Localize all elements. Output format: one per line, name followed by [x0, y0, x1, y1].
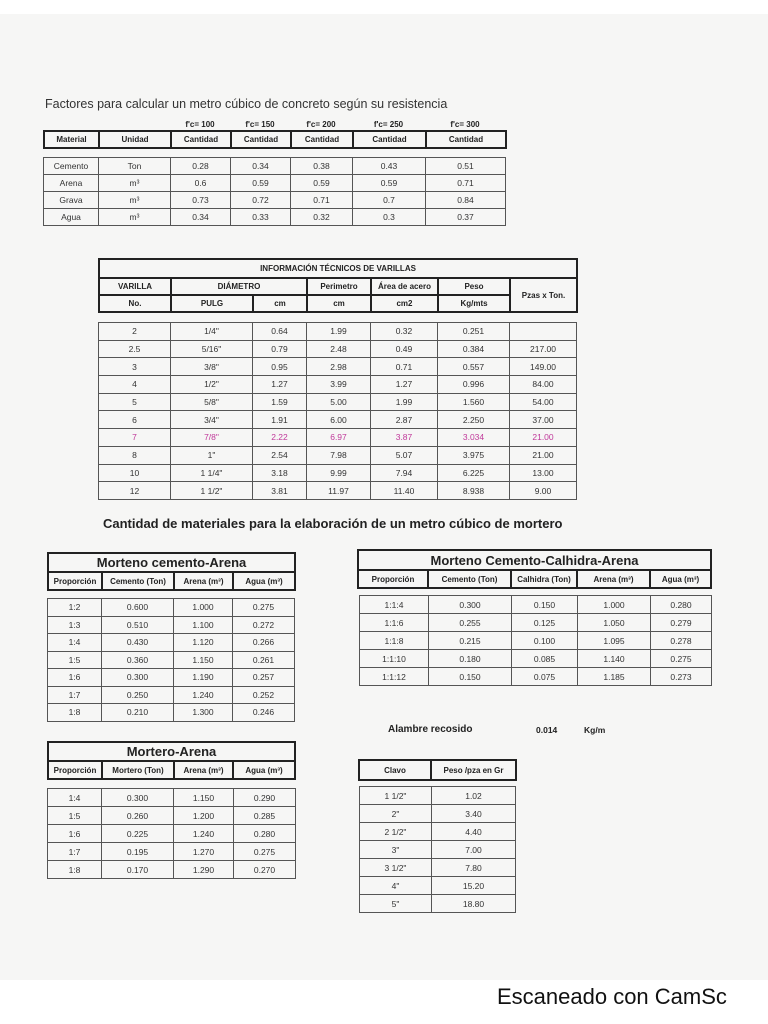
concrete-table	[43, 157, 506, 226]
mortero-calhidra-header	[357, 549, 712, 589]
scanner-watermark: Escaneado con CamSc	[497, 984, 727, 1009]
column-header: No.	[99, 295, 171, 312]
column-header: Agua (m³)	[233, 572, 295, 590]
mortero-cemento-arena-table	[47, 598, 295, 722]
clavo-table	[359, 786, 516, 913]
table-row: 4 1/2" 1.27 3.99 1.27 0.996 84.00	[99, 376, 577, 394]
mortero-arena-table	[47, 788, 296, 879]
table-row: 2" 3.40	[360, 805, 516, 823]
column-header: cm	[253, 295, 307, 312]
column-header: Perimetro	[307, 278, 371, 295]
table-row: 1:4 0.300 1.150 0.290	[48, 789, 296, 807]
fc-label: f'c= 300	[450, 119, 480, 129]
fc-label: f'c= 200	[306, 119, 336, 129]
column-header: Mortero (Ton)	[102, 761, 174, 779]
table-row-highlighted: 7 7/8" 2.22 6.97 3.87 3.034 21.00	[99, 429, 577, 447]
table-row: 1:1:6 0.255 0.125 1.050 0.279	[360, 614, 712, 632]
table-row: 3 1/2" 7.80	[360, 859, 516, 877]
column-header: Agua (m³)	[650, 570, 711, 588]
column-header: Proporción	[48, 572, 102, 590]
table-row: 2 1/2" 4.40	[360, 823, 516, 841]
concrete-header	[43, 130, 507, 149]
table-row: 5" 18.80	[360, 895, 516, 913]
table-title: Mortero-Arena	[48, 742, 295, 761]
column-header: Proporción	[48, 761, 102, 779]
table-row: 10 1 1/4" 3.18 9.99 7.94 6.225 13.00	[99, 464, 577, 482]
fc-label: f'c= 250	[373, 119, 404, 129]
table-row: 8 1" 2.54 7.98 5.07 3.975 21.00	[99, 446, 577, 464]
column-header: Cantidad	[426, 131, 506, 148]
column-header: Pzas x Ton.	[510, 278, 577, 312]
concrete-fc-labels	[43, 118, 505, 130]
column-header: Kg/mts	[438, 295, 510, 312]
alambre-value: 0.014	[536, 725, 558, 735]
mortero-cemento-arena-header	[47, 552, 296, 591]
page-title: Factores para calcular un metro cúbico de concreto según su resistencia	[45, 97, 448, 111]
table-row: 1:4 0.430 1.120 0.266	[48, 634, 295, 652]
table-row: 6 3/4" 1.91 6.00 2.87 2.250 37.00	[99, 411, 577, 429]
clavo-header	[358, 759, 517, 781]
varillas-header	[98, 258, 578, 313]
table-row: 3 3/8" 0.95 2.98 0.71 0.557 149.00	[99, 358, 577, 376]
column-header: Calhidra (Ton)	[511, 570, 577, 588]
table-row: 1:1:12 0.150 0.075 1.185 0.273	[360, 668, 712, 686]
column-header: Arena (m³)	[577, 570, 650, 588]
table-row: 1:6 0.225 1.240 0.280	[48, 825, 296, 843]
table-row: 1 1/2" 1.02	[360, 787, 516, 805]
table-row: 1:8 0.170 1.290 0.270	[48, 861, 296, 879]
table-title: Morteno Cemento-Calhidra-Arena	[358, 550, 711, 570]
table-row: 12 1 1/2" 3.81 11.97 11.40 8.938 9.00	[99, 482, 577, 500]
table-row: Cemento Ton 0.28 0.34 0.38 0.43 0.51	[44, 158, 506, 175]
column-header: Cantidad	[291, 131, 353, 148]
column-header: Arena (m³)	[174, 761, 233, 779]
table-row: Agua m³ 0.34 0.33 0.32 0.3 0.37	[44, 209, 506, 226]
column-header: VARILLA	[99, 278, 171, 295]
column-header: cm2	[371, 295, 438, 312]
table-row: 1:7 0.250 1.240 0.252	[48, 686, 295, 704]
mortar-section-title: Cantidad de materiales para la elaboración de un metro cúbico de mortero	[103, 516, 563, 531]
column-header: DIÁMETRO	[171, 278, 307, 295]
table-row: 1:1:8 0.215 0.100 1.095 0.278	[360, 632, 712, 650]
column-header: Peso	[438, 278, 510, 295]
column-header: Peso /pza en Gr	[431, 760, 516, 780]
table-row: 1:2 0.600 1.000 0.275	[48, 599, 295, 617]
mortero-arena-header	[47, 741, 296, 780]
column-header: Cemento (Ton)	[102, 572, 174, 590]
column-header: Área de acero	[371, 278, 438, 295]
fc-label: f'c= 150	[245, 119, 275, 129]
varillas-table	[98, 322, 577, 500]
column-header: Arena (m³)	[174, 572, 233, 590]
table-row: 1:8 0.210 1.300 0.246	[48, 704, 295, 722]
table-row: 1:6 0.300 1.190 0.257	[48, 669, 295, 687]
table-row: 1:7 0.195 1.270 0.275	[48, 843, 296, 861]
table-row: 2.5 5/16" 0.79 2.48 0.49 0.384 217.00	[99, 340, 577, 358]
alambre-label: Alambre recosido	[388, 724, 473, 735]
table-row: 1:1:10 0.180 0.085 1.140 0.275	[360, 650, 712, 668]
fc-label: f'c= 100	[185, 119, 215, 129]
table-row: 1:5 0.360 1.150 0.261	[48, 651, 295, 669]
table-row: 3" 7.00	[360, 841, 516, 859]
column-header: Proporción	[358, 570, 428, 588]
table-row: Grava m³ 0.73 0.72 0.71 0.7 0.84	[44, 192, 506, 209]
column-header: cm	[307, 295, 371, 312]
table-row: 1:1:4 0.300 0.150 1.000 0.280	[360, 596, 712, 614]
table-row: 5 5/8" 1.59 5.00 1.99 1.560 54.00	[99, 393, 577, 411]
column-header: Cantidad	[171, 131, 231, 148]
alambre-unit: Kg/m	[584, 725, 606, 735]
column-header: Unidad	[99, 131, 171, 148]
column-header: Cantidad	[231, 131, 291, 148]
varillas-title: INFORMACIÓN TÉCNICOS DE VARILLAS	[99, 259, 577, 278]
column-header: Cantidad	[353, 131, 426, 148]
column-header: Clavo	[359, 760, 431, 780]
table-row: Arena m³ 0.6 0.59 0.59 0.59 0.71	[44, 175, 506, 192]
column-header: Agua (m³)	[233, 761, 295, 779]
column-header: Cemento (Ton)	[428, 570, 511, 588]
table-title: Morteno cemento-Arena	[48, 553, 295, 572]
column-header: PULG	[171, 295, 253, 312]
mortero-calhidra-table	[359, 595, 712, 686]
table-row: 2 1/4" 0.64 1.99 0.32 0.251	[99, 323, 577, 341]
table-row: 1:3 0.510 1.100 0.272	[48, 616, 295, 634]
column-header: Material	[44, 131, 99, 148]
table-row: 1:5 0.260 1.200 0.285	[48, 807, 296, 825]
table-row: 4" 15.20	[360, 877, 516, 895]
